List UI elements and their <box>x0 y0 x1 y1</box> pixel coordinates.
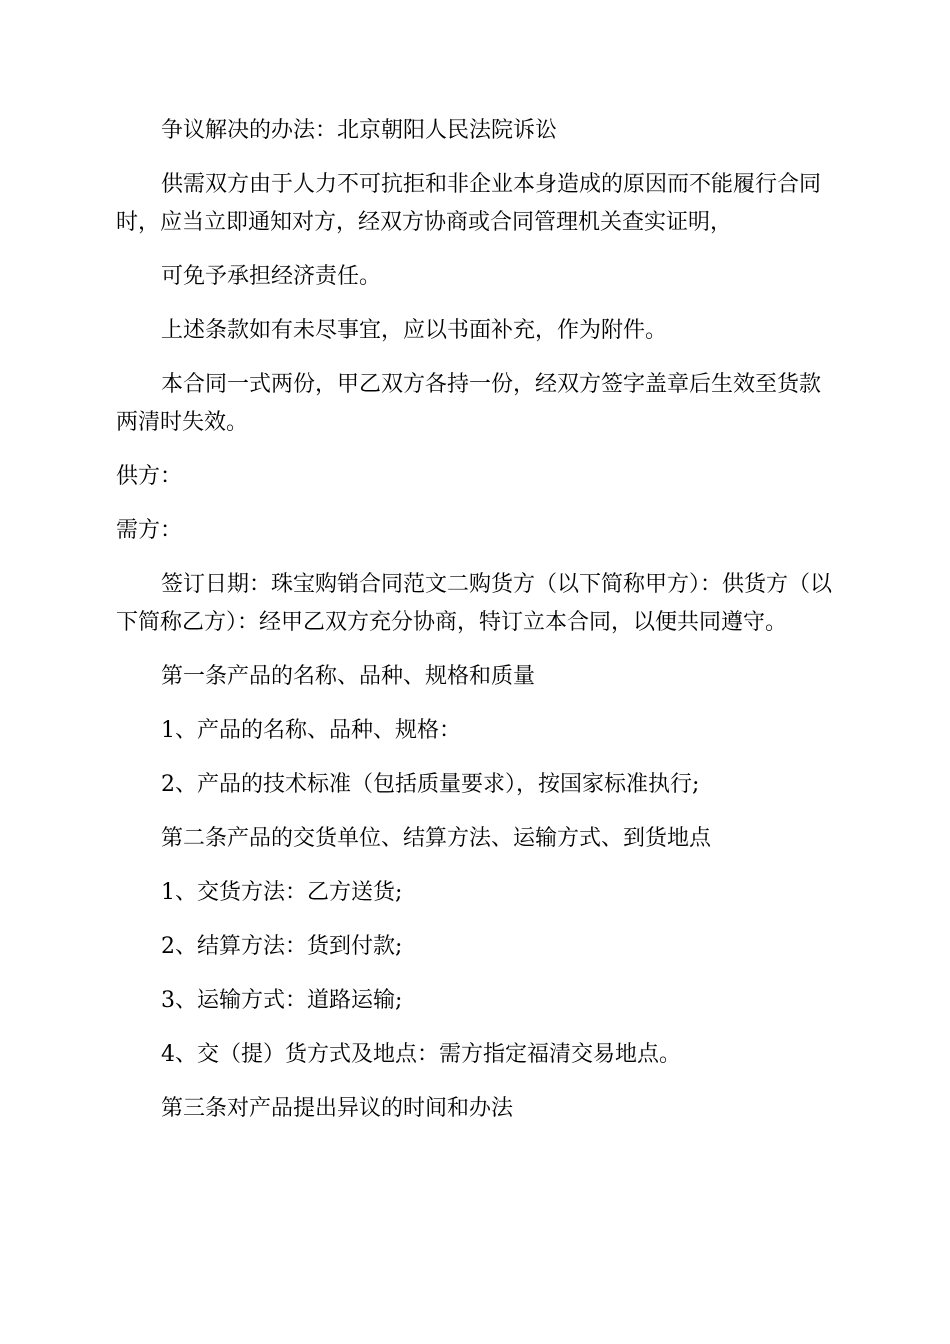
paragraph-article-2: 第二条产品的交货单位、结算方法、运输方式、到货地点 <box>161 826 712 851</box>
paragraph-supplier: 供方： <box>116 464 183 489</box>
paragraph-article-2-item-2: 2、结算方法：货到付款; <box>161 934 403 959</box>
paragraph-article-1-item-2: 2、产品的技术标准（包括质量要求），按国家标准执行; <box>161 772 700 797</box>
paragraph-supplement: 上述条款如有未尽事宜，应以书面补充，作为附件。 <box>161 318 668 343</box>
paragraph-article-2-item-4: 4、交（提）货方式及地点：需方指定福清交易地点。 <box>161 1042 681 1067</box>
paragraph-signing-date: 签订日期：珠宝购销合同范文二购货方（以下简称甲方）：供货方（以下简称乙方）：经甲乙双方充分协商，特订立本合同，以便共同遵守。 <box>116 572 833 635</box>
paragraph-dispute-resolution: 争议解决的办法：北京朝阳人民法院诉讼 <box>161 118 558 143</box>
paragraph-article-1-item-1: 1、产品的名称、品种、规格： <box>161 718 461 743</box>
paragraph-force-majeure: 供需双方由于人力不可抗拒和非企业本身造成的原因而不能履行合同时，应当立即通知对方，经双方协商或合同管理机关查实证明， <box>116 172 822 235</box>
paragraph-article-2-item-3: 3、运输方式：道路运输; <box>161 988 403 1013</box>
paragraph-exemption: 可免予承担经济责任。 <box>161 264 382 289</box>
paragraph-article-2-item-1: 1、交货方法：乙方送货; <box>161 880 403 905</box>
paragraph-article-1: 第一条产品的名称、品种、规格和质量 <box>161 664 536 689</box>
paragraph-copies: 本合同一式两份，甲乙双方各持一份，经双方签字盖章后生效至货款两清时失效。 <box>116 372 822 435</box>
paragraph-article-3: 第三条对产品提出异议的时间和办法 <box>161 1096 514 1121</box>
paragraph-buyer: 需方： <box>116 518 183 543</box>
document-body <box>116 112 834 1144</box>
